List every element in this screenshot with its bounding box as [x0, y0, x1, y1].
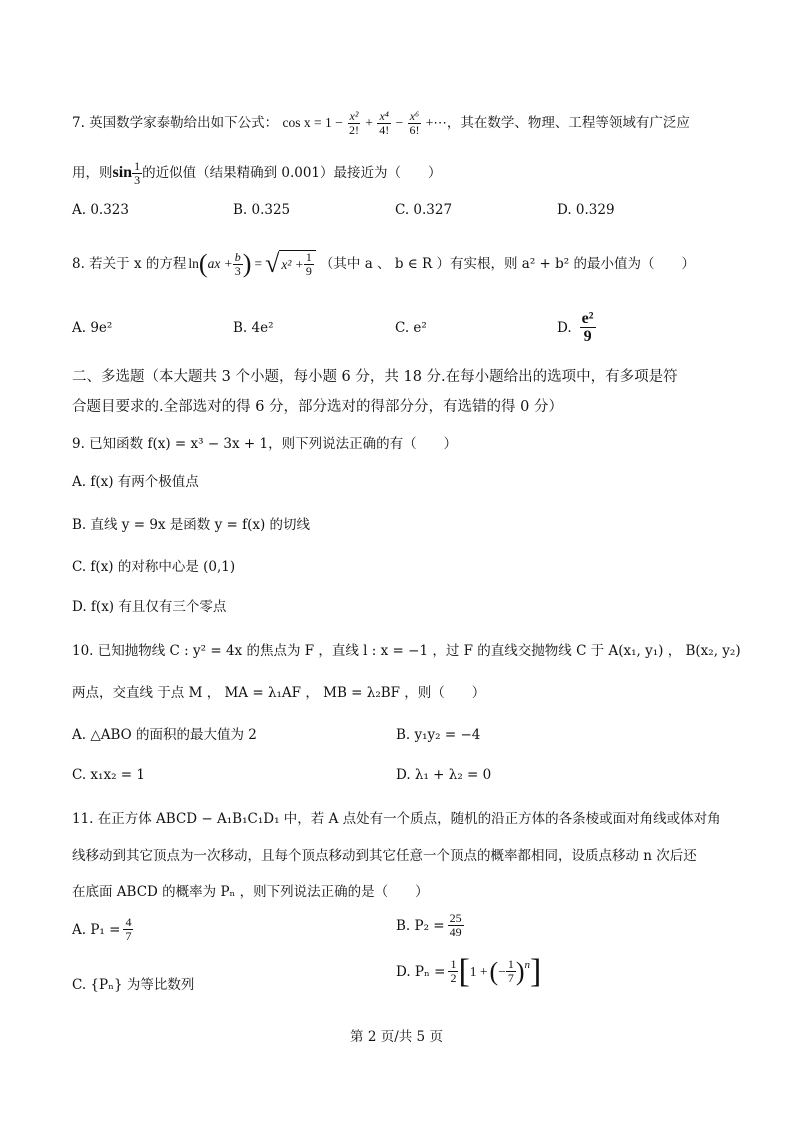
- q8-eq: =: [254, 256, 263, 271]
- q7-formula-lhs: cos x = 1 −: [282, 115, 343, 130]
- section2-line1: 二、多选题（本大题共 3 个小题，每小题 6 分，共 18 分.在每小题给出的选项中，有多项是符: [72, 369, 678, 385]
- q7-term1: $\frac{\text{x²}}{2!}$: [349, 109, 359, 137]
- q7-option-b: B. 0.325: [233, 202, 291, 218]
- q11-option-c: C. {Pₙ} 为等比数列: [72, 977, 195, 993]
- q7-sin: sin: [112, 164, 133, 181]
- q8-frac-b: $\frac{b}{3}$: [234, 249, 241, 278]
- q7-option-a: A. 0.323: [72, 202, 129, 218]
- q8-inner: ax +: [207, 256, 233, 271]
- q10-option-c: C. x₁x₂ = 1: [72, 767, 145, 783]
- q11-line2: 线移动到其它顶点为一次移动，且每个顶点移动到其它任意一个顶点的概率都相同，设质点移动 n 次后还: [72, 848, 697, 864]
- q10-line2: 两点，交直线 于点 M ， MA = λ₁AF ， MB = λ₂BF ，则（ ）: [72, 685, 486, 701]
- q11-line1: 11. 在正方体 ABCD − A₁B₁C₁D₁ 中，若 A 点处有一个质点，随机的沿正方体的各条棱或面对角线或体对角: [72, 811, 721, 827]
- q9-option-d: D. f(x) 有且仅有三个零点: [72, 599, 227, 615]
- q11-option-b: B. P₂ = $\frac{25}{49}$: [396, 911, 462, 939]
- q8-option-d-frac: $\frac{\text{e²}}{9}$: [581, 310, 594, 345]
- q9-stem: 9. 已知函数 f(x) = x³ − 3x + 1，则下列说法正确的有（ ）: [72, 436, 458, 452]
- q8-option-a: A. 9e²: [72, 320, 113, 336]
- q8-ln: ln: [188, 256, 199, 271]
- page-footer: 第 2 页/共 5 页: [350, 1029, 443, 1045]
- q10-option-b: B. y₁y₂ = −4: [396, 727, 481, 743]
- q8-suffix: （其中 a 、 b ∈ R ）有实根，则 a² + b² 的最小值为（ ）: [319, 256, 695, 272]
- q7-line2-b: 的近似值（结果精确到 0.001）最接近为（ ）: [142, 165, 442, 181]
- q10-option-d: D. λ₁ + λ₂ = 0: [396, 767, 492, 783]
- q7-option-d: D. 0.329: [557, 202, 615, 218]
- q7-line2-a: 用，则: [72, 165, 113, 181]
- q8-option-c: C. e²: [395, 320, 427, 336]
- q9-option-b: B. 直线 y = 9x 是函数 y = f(x) 的切线: [72, 517, 311, 533]
- section2-line2: 合题目要求的.全部选对的得 6 分，部分选对的得部分分，有选错的得 0 分）: [72, 399, 563, 415]
- q7-option-c: C. 0.327: [395, 202, 453, 218]
- q8-stem: 8. 若关于 x 的方程 ln ( ax + $\frac{b}{3}$ ) = √ x² + $\frac{1}{9}$ （其中 a 、 b ∈ R ）有实根，则 a² + b² 的最小值为（ ）: [72, 249, 695, 278]
- q9-option-a: A. f(x) 有两个极值点: [72, 474, 199, 490]
- q7-term2: $\frac{\text{x⁴}}{4!}$: [379, 109, 390, 137]
- q7-suffix: ，其在数学、物理、工程等领域有广泛应: [446, 115, 690, 131]
- q10-line1: 10. 已知抛物线 C : y² = 4x 的焦点为 F ，直线 l : x = −1 ，过 F 的直线交抛物线 C 于 A(x₁, y₁) ， B(x₂, y₂): [72, 643, 741, 659]
- q7-line1: 7. 英国数学家泰勒给出如下公式： cos x = 1 − $\frac{\text{x²}}{2!}$ + $\frac{\text{x⁴}}{4!}$ − $\frac{\text{x⁶}}{6!}$ +⋯，其在数学、物理、工程等领域有广泛应: [72, 109, 690, 137]
- q11-line3: 在底面 ABCD 的概率为 Pₙ ，则下列说法正确的是（ ）: [72, 884, 429, 900]
- q7-line2: [72, 160, 442, 187]
- q8-sqrt: √ x² + $\frac{1}{9}$: [265, 250, 316, 278]
- q10-option-a: A. △ABO 的面积的最大值为 2: [72, 727, 257, 743]
- q7-tail: +⋯: [425, 115, 447, 130]
- q11-option-a: A. P₁ = $\frac{4}{7}$: [72, 915, 132, 943]
- q8-prefix: 8. 若关于 x 的方程: [72, 256, 187, 272]
- q9-option-c: C. f(x) 的对称中心是 (0,1): [72, 559, 236, 575]
- q7-prefix: 7. 英国数学家泰勒给出如下公式：: [72, 115, 279, 131]
- q7-term3: $\frac{\text{x⁶}}{6!}$: [409, 109, 420, 137]
- q8-option-d: D. $\frac{\text{e²}}{9}$: [557, 310, 594, 345]
- q11-option-d: D. Pₙ = $\frac{1}{2}$ [ 1 + ( − $\frac{1}{7}$ ) $^n$ ]: [396, 952, 542, 990]
- q8-option-b: B. 4e²: [233, 320, 274, 336]
- q7-frac: $\frac{1}{3}$: [134, 159, 141, 187]
